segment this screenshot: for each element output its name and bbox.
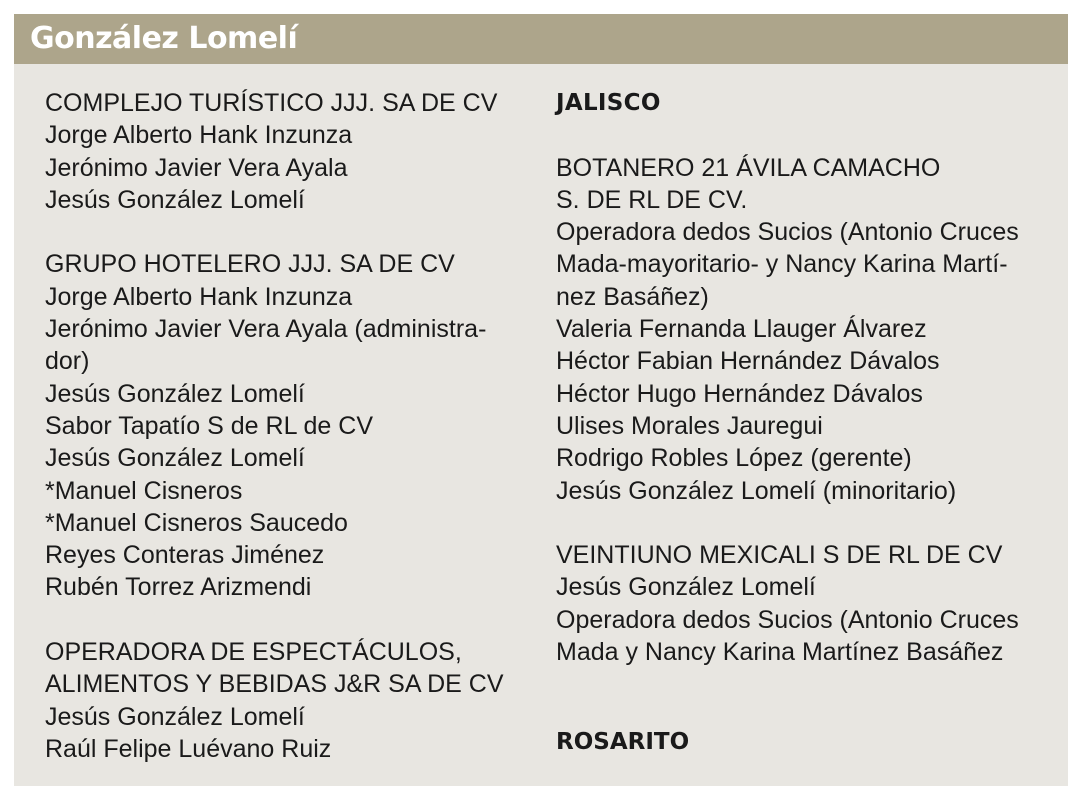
company-name: VEINTIUNO MEXICALI S DE RL DE CV <box>556 541 1003 570</box>
state-heading-rosarito: ROSARITO <box>556 729 690 755</box>
right-column <box>556 87 1061 668</box>
person-name: Jesús González Lomelí (minoritario) <box>556 476 957 505</box>
person-name: Jerónimo Javier Vera Ayala <box>45 153 348 182</box>
person-name: Jerónimo Javier Vera Ayala (administra- <box>45 315 487 344</box>
person-name-continued: Mada y Nancy Karina Martínez Basáñez <box>556 638 1004 667</box>
person-name: Rubén Torrez Arizmendi <box>45 573 312 602</box>
person-name-continued: Mada-mayoritario- y Nancy Karina Martí- <box>556 250 1008 279</box>
person-name-continued: dor) <box>45 347 90 376</box>
header-bar <box>14 14 1068 64</box>
spacer <box>556 119 1061 151</box>
person-name: Jesús González Lomelí <box>45 444 305 473</box>
person-name: Reyes Conteras Jiménez <box>45 541 325 570</box>
company-name: OPERADORA DE ESPECTÁCULOS, <box>45 638 462 667</box>
person-name: Héctor Fabian Hernández Dávalos <box>556 347 940 376</box>
company-block-botanero <box>556 152 1061 507</box>
company-name: COMPLEJO TURÍSTICO JJJ. SA DE CV <box>45 89 498 117</box>
person-name: Jorge Alberto Hank Inzunza <box>45 121 353 150</box>
person-name: Jesús González Lomelí <box>556 573 816 602</box>
person-name: Raúl Felipe Luévano Ruiz <box>45 734 332 763</box>
spacer <box>45 216 535 248</box>
person-name: Ulises Morales Jauregui <box>556 411 823 440</box>
person-name: Operadora dedos Sucios (Antonio Cruces <box>556 605 1019 634</box>
company-name: Sabor Tapatío S de RL de CV <box>45 411 373 440</box>
article-box <box>14 14 1068 786</box>
spacer <box>556 507 1061 539</box>
company-block-operadora-espectaculos <box>45 636 535 765</box>
company-name: GRUPO HOTELERO JJJ. SA DE CV <box>45 250 455 279</box>
person-name: Jesús González Lomelí <box>45 185 305 214</box>
company-block-complejo-turistico <box>45 87 535 216</box>
company-name-continued: S. DE RL DE CV. <box>556 185 748 214</box>
person-name: Jesús González Lomelí <box>45 379 305 408</box>
company-block-veintiuno-mexicali <box>556 539 1061 668</box>
person-name-continued: nez Basáñez) <box>556 282 709 311</box>
person-name: *Manuel Cisneros <box>45 476 243 505</box>
person-name: *Manuel Cisneros Saucedo <box>45 508 348 537</box>
person-name: Operadora dedos Sucios (Antonio Cruces <box>556 218 1019 247</box>
page-title: González Lomelí <box>30 21 298 56</box>
state-heading-jalisco: JALISCO <box>556 90 661 116</box>
person-name: Héctor Hugo Hernández Dávalos <box>556 379 923 408</box>
company-name-continued: ALIMENTOS Y BEBIDAS J&R SA DE CV <box>45 670 504 699</box>
spacer <box>45 604 535 636</box>
person-name: Valeria Fernanda Llauger Álvarez <box>556 315 927 344</box>
person-name: Jesús González Lomelí <box>45 702 305 731</box>
person-name: Jorge Alberto Hank Inzunza <box>45 282 353 311</box>
person-name: Rodrigo Robles López (gerente) <box>556 444 912 473</box>
company-block-grupo-hotelero <box>45 248 535 603</box>
company-name: BOTANERO 21 ÁVILA CAMACHO <box>556 153 941 182</box>
left-column <box>45 87 535 765</box>
